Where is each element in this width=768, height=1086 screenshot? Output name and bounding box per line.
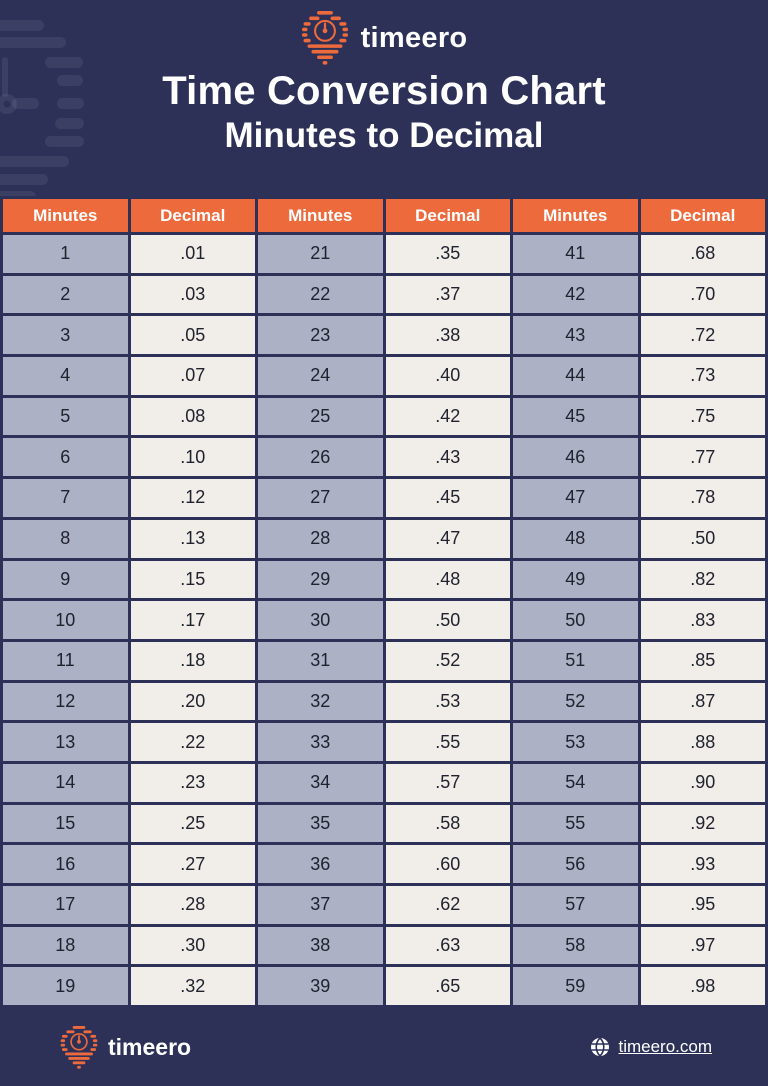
- cell-minutes: 19: [2, 966, 130, 1007]
- cell-decimal: .07: [129, 356, 257, 397]
- cell-decimal: .47: [384, 518, 512, 559]
- cell-decimal: .53: [384, 681, 512, 722]
- column-header: Decimal: [129, 198, 257, 234]
- cell-minutes: 43: [512, 315, 640, 356]
- table-row: [2, 234, 767, 275]
- table-row: [2, 396, 767, 437]
- cell-minutes: 6: [2, 437, 130, 478]
- table-row: [2, 600, 767, 641]
- cell-minutes: 38: [257, 925, 385, 966]
- timeero-logo-icon: [301, 11, 349, 65]
- cell-minutes: 24: [257, 356, 385, 397]
- cell-minutes: 22: [257, 274, 385, 315]
- cell-decimal: .90: [639, 762, 767, 803]
- cell-decimal: .08: [129, 396, 257, 437]
- cell-decimal: .88: [639, 722, 767, 763]
- cell-minutes: 25: [257, 396, 385, 437]
- cell-decimal: .95: [639, 885, 767, 926]
- cell-minutes: 7: [2, 478, 130, 519]
- cell-minutes: 29: [257, 559, 385, 600]
- table-row: [2, 885, 767, 926]
- cell-minutes: 11: [2, 640, 130, 681]
- cell-decimal: .72: [639, 315, 767, 356]
- cell-decimal: .32: [129, 966, 257, 1007]
- cell-minutes: 59: [512, 966, 640, 1007]
- table-row: [2, 762, 767, 803]
- cell-decimal: .55: [384, 722, 512, 763]
- cell-decimal: .75: [639, 396, 767, 437]
- cell-minutes: 23: [257, 315, 385, 356]
- cell-minutes: 55: [512, 803, 640, 844]
- table-row: [2, 559, 767, 600]
- cell-decimal: .10: [129, 437, 257, 478]
- cell-minutes: 26: [257, 437, 385, 478]
- cell-decimal: .92: [639, 803, 767, 844]
- cell-decimal: .05: [129, 315, 257, 356]
- cell-minutes: 39: [257, 966, 385, 1007]
- page-title: Time Conversion Chart: [162, 69, 606, 113]
- cell-decimal: .15: [129, 559, 257, 600]
- cell-decimal: .65: [384, 966, 512, 1007]
- column-header: Decimal: [639, 198, 767, 234]
- cell-minutes: 36: [257, 844, 385, 885]
- cell-decimal: .70: [639, 274, 767, 315]
- cell-minutes: 16: [2, 844, 130, 885]
- website-link-group[interactable]: [590, 1037, 712, 1057]
- cell-decimal: .73: [639, 356, 767, 397]
- cell-minutes: 32: [257, 681, 385, 722]
- cell-decimal: .25: [129, 803, 257, 844]
- column-header: Decimal: [384, 198, 512, 234]
- cell-decimal: .50: [639, 518, 767, 559]
- cell-minutes: 14: [2, 762, 130, 803]
- cell-minutes: 44: [512, 356, 640, 397]
- cell-minutes: 53: [512, 722, 640, 763]
- table-row: [2, 478, 767, 519]
- cell-decimal: .20: [129, 681, 257, 722]
- cell-decimal: .17: [129, 600, 257, 641]
- cell-decimal: .12: [129, 478, 257, 519]
- cell-minutes: 17: [2, 885, 130, 926]
- brand-name: timeero: [360, 21, 468, 54]
- page-subtitle: Minutes to Decimal: [224, 116, 544, 155]
- cell-minutes: 18: [2, 925, 130, 966]
- website-link[interactable]: timeero.com: [618, 1037, 712, 1056]
- cell-decimal: .18: [129, 640, 257, 681]
- cell-minutes: 57: [512, 885, 640, 926]
- cell-minutes: 37: [257, 885, 385, 926]
- cell-minutes: 35: [257, 803, 385, 844]
- cell-decimal: .37: [384, 274, 512, 315]
- cell-decimal: .57: [384, 762, 512, 803]
- globe-icon: [590, 1037, 610, 1057]
- cell-decimal: .78: [639, 478, 767, 519]
- cell-minutes: 12: [2, 681, 130, 722]
- cell-decimal: .01: [129, 234, 257, 275]
- cell-minutes: 49: [512, 559, 640, 600]
- cell-decimal: .93: [639, 844, 767, 885]
- timeero-logo-icon: [60, 1026, 98, 1069]
- column-header: Minutes: [257, 198, 385, 234]
- cell-decimal: .40: [384, 356, 512, 397]
- cell-minutes: 56: [512, 844, 640, 885]
- cell-decimal: .38: [384, 315, 512, 356]
- cell-minutes: 45: [512, 396, 640, 437]
- table-row: [2, 315, 767, 356]
- cell-decimal: .03: [129, 274, 257, 315]
- cell-decimal: .63: [384, 925, 512, 966]
- cell-minutes: 10: [2, 600, 130, 641]
- table-row: [2, 518, 767, 559]
- table-row: [2, 803, 767, 844]
- cell-minutes: 15: [2, 803, 130, 844]
- cell-minutes: 48: [512, 518, 640, 559]
- cell-minutes: 28: [257, 518, 385, 559]
- cell-decimal: .22: [129, 722, 257, 763]
- table-row: [2, 437, 767, 478]
- cell-decimal: .43: [384, 437, 512, 478]
- table-row: [2, 722, 767, 763]
- column-header: Minutes: [512, 198, 640, 234]
- cell-minutes: 58: [512, 925, 640, 966]
- cell-minutes: 54: [512, 762, 640, 803]
- cell-minutes: 1: [2, 234, 130, 275]
- cell-minutes: 46: [512, 437, 640, 478]
- cell-decimal: .48: [384, 559, 512, 600]
- cell-decimal: .45: [384, 478, 512, 519]
- cell-decimal: .82: [639, 559, 767, 600]
- cell-minutes: 4: [2, 356, 130, 397]
- cell-minutes: 34: [257, 762, 385, 803]
- cell-decimal: .42: [384, 396, 512, 437]
- cell-decimal: .28: [129, 885, 257, 926]
- cell-minutes: 30: [257, 600, 385, 641]
- cell-decimal: .27: [129, 844, 257, 885]
- cell-decimal: .98: [639, 966, 767, 1007]
- brand-lockup: [0, 0, 768, 65]
- cell-minutes: 3: [2, 315, 130, 356]
- cell-minutes: 2: [2, 274, 130, 315]
- cell-minutes: 8: [2, 518, 130, 559]
- footer: [0, 1008, 768, 1086]
- column-header: Minutes: [2, 198, 130, 234]
- table-header-row: [2, 198, 767, 234]
- hero-header: [0, 0, 768, 196]
- table-body: [2, 234, 767, 1048]
- cell-decimal: .23: [129, 762, 257, 803]
- cell-decimal: .60: [384, 844, 512, 885]
- cell-decimal: .13: [129, 518, 257, 559]
- cell-decimal: .87: [639, 681, 767, 722]
- cell-decimal: .30: [129, 925, 257, 966]
- cell-minutes: 31: [257, 640, 385, 681]
- table-row: [2, 844, 767, 885]
- cell-minutes: 50: [512, 600, 640, 641]
- cell-decimal: .77: [639, 437, 767, 478]
- table-row: [2, 356, 767, 397]
- cell-minutes: 21: [257, 234, 385, 275]
- cell-minutes: 42: [512, 274, 640, 315]
- cell-minutes: 5: [2, 396, 130, 437]
- conversion-table: [0, 196, 768, 1049]
- cell-decimal: .58: [384, 803, 512, 844]
- footer-brand-name: timeero: [108, 1033, 192, 1060]
- cell-decimal: .35: [384, 234, 512, 275]
- cell-decimal: .62: [384, 885, 512, 926]
- table-row: [2, 274, 767, 315]
- cell-decimal: .68: [639, 234, 767, 275]
- cell-minutes: 47: [512, 478, 640, 519]
- cell-minutes: 51: [512, 640, 640, 681]
- cell-decimal: .52: [384, 640, 512, 681]
- cell-minutes: 41: [512, 234, 640, 275]
- table-row: [2, 966, 767, 1007]
- cell-decimal: .97: [639, 925, 767, 966]
- cell-decimal: .50: [384, 600, 512, 641]
- cell-decimal: .85: [639, 640, 767, 681]
- footer-brand-lockup: [60, 1026, 191, 1069]
- table-row: [2, 681, 767, 722]
- table-row: [2, 925, 767, 966]
- table-row: [2, 640, 767, 681]
- cell-minutes: 9: [2, 559, 130, 600]
- cell-minutes: 52: [512, 681, 640, 722]
- cell-minutes: 27: [257, 478, 385, 519]
- cell-minutes: 13: [2, 722, 130, 763]
- cell-decimal: .83: [639, 600, 767, 641]
- cell-minutes: 33: [257, 722, 385, 763]
